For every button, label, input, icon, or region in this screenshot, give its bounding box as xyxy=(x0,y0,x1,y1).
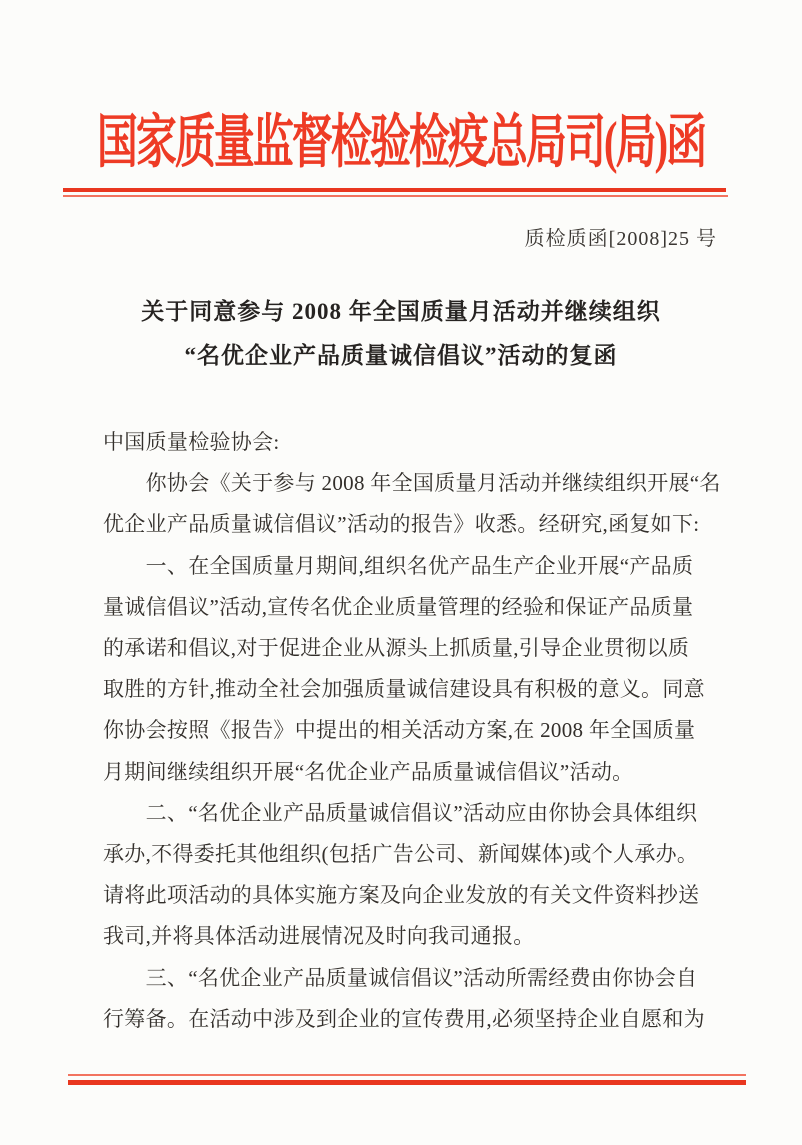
body-line: 量诚信倡议”活动,宣传名优企业质量管理的经验和保证产品质量 xyxy=(103,594,694,619)
body-line: 承办,不得委托其他组织(包括广告公司、新闻媒体)或个人承办。 xyxy=(103,842,699,867)
footer-rule-thick xyxy=(68,1080,746,1085)
body-line: 我司,并将具体活动进展情况及时向我司通报。 xyxy=(103,924,535,949)
body-line: 月期间继续组织开展“名优企业产品质量诚信倡议”活动。 xyxy=(103,759,634,784)
letterhead-title: 国家质量监督检验检疫总局司(局)函 xyxy=(96,108,706,175)
body-line: 你协会《关于参与 2008 年全国质量月活动并继续组织开展“名 xyxy=(103,471,721,496)
header-rule-thin xyxy=(63,195,728,197)
body-line: 一、在全国质量月期间,组织名优产品生产企业开展“产品质 xyxy=(103,553,694,578)
header-rule-thick xyxy=(63,188,726,192)
body-line: 取胜的方针,推动全社会加强质量诚信建设具有积极的意义。同意 xyxy=(103,677,705,702)
body-line: 你协会按照《报告》中提出的相关活动方案,在 2008 年全国质量 xyxy=(103,718,696,743)
subject-title-line-2: “名优企业产品质量诚信倡议”活动的复函 xyxy=(184,343,618,368)
subject-title xyxy=(0,290,802,378)
body-line: 优企业产品质量诚信倡议”活动的报告》收悉。经研究,函复如下: xyxy=(103,512,700,537)
body-line: 请将此项活动的具体实施方案及向企业发放的有关文件资料抄送 xyxy=(103,883,700,908)
body-line: 三、“名优企业产品质量诚信倡议”活动所需经费由你协会自 xyxy=(103,965,698,990)
body-line: 行筹备。在活动中涉及到企业的宣传费用,必须坚持企业自愿和为 xyxy=(103,1006,705,1031)
salutation: 中国质量检验协会: xyxy=(103,430,280,454)
letter-body xyxy=(103,422,723,1040)
document-number: 质检质函[2008]25 号 xyxy=(524,228,717,250)
body-line: 的承诺和倡议,对于促进企业从源头上抓质量,引导企业贯彻以质 xyxy=(103,636,690,661)
subject-title-line-1: 关于同意参与 2008 年全国质量月活动并继续组织 xyxy=(141,299,661,324)
footer-rule-thin xyxy=(68,1074,746,1076)
body-line: 二、“名优企业产品质量诚信倡议”活动应由你协会具体组织 xyxy=(103,800,698,825)
